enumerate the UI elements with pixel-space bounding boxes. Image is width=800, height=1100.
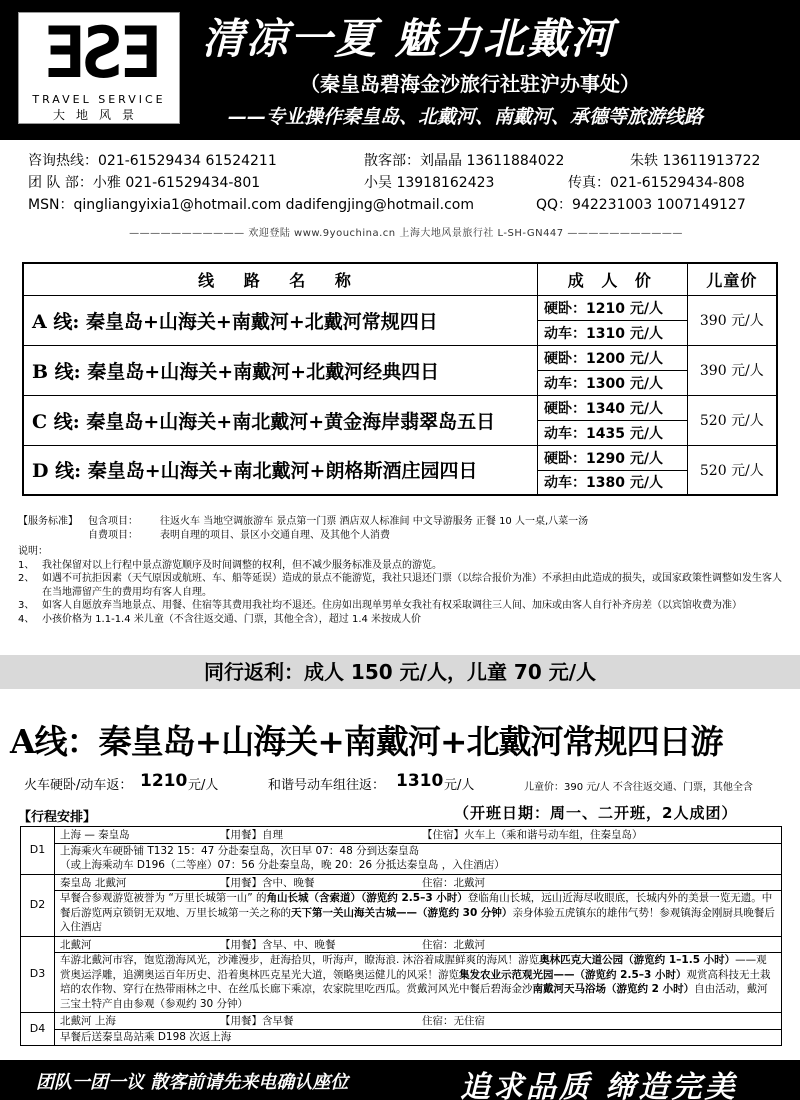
day-route: 北戴河 [60, 938, 92, 951]
day-detail: （或上海乘动车 D196（二等座）07：56 分赴秦皇岛，晚 20：26 分抵达秦皇岛 ，入住酒店） [60, 859, 505, 871]
company-logo [18, 12, 180, 124]
note-number: 1、 [18, 559, 35, 571]
day-meals: 【用餐】含早、中、晚餐 [220, 938, 336, 951]
itinerary-heading: 【行程安排】 [18, 810, 97, 825]
table-row [23, 395, 777, 420]
emu-fare-unit: 元/人 [444, 778, 475, 793]
note-item [18, 559, 788, 573]
day-route: 上海 — 秦皇岛 [60, 829, 130, 841]
header-banner [0, 0, 800, 140]
highlight: 角山长城（含索道）（游览约 2.5–3 小时） [266, 892, 468, 904]
day-route: 北戴河 上海 [60, 1015, 116, 1027]
hard-fare-unit: 元/人 [188, 778, 219, 793]
table-row [23, 345, 777, 370]
header-adult: 成 人 价 [538, 263, 688, 295]
day-stay: 住宿：北戴河 [422, 938, 485, 951]
rebate-banner: 同行返利：成人 150 元/人，儿童 70 元/人 [0, 655, 800, 689]
footer-banner [0, 1060, 800, 1100]
self-pay-label: 自费项目： [88, 530, 138, 541]
route-name: B 线: 秦皇岛+山海关+南戴河+北戴河经典四日 [23, 345, 538, 395]
route-a-title: A线：秦皇岛+山海关+南戴河+北戴河常规四日游 [10, 722, 723, 761]
day-detail: 早餐后送秦皇岛站乘 D198 次返上海 [60, 1030, 232, 1043]
highlight: 集发农业示范观光园——（游览约 2.5–3 小时） [459, 968, 687, 981]
table-row [21, 874, 782, 936]
emu-price: 动车：1300 元/人 [538, 370, 688, 395]
child-price: 520 元/人 [687, 445, 777, 495]
note-text: 我社保留对以上行程中景点游览顺序及时间调整的权利，但不减少服务标准及景点的游览。 [42, 559, 442, 571]
retail-dept: 散客部：刘晶晶 13611884022 [364, 153, 565, 169]
day-label: D4 [21, 1013, 55, 1046]
agency-name: （秦皇岛碧海金沙旅行社驻沪办事处） [300, 72, 640, 96]
child-price: 390 元/人 [687, 345, 777, 395]
day-meals: 【用餐】含早餐 [220, 1015, 294, 1027]
fax: 传真：021-61529434-808 [568, 175, 745, 191]
day-route: 秦皇岛 北戴河 [60, 876, 127, 889]
hard-sleeper-price: 硬卧：1210 元/人 [538, 295, 688, 320]
hard-sleeper-price: 硬卧：1290 元/人 [538, 445, 688, 470]
route-name: D 线: 秦皇岛+山海关+南北戴河+朗格斯酒庄园四日 [23, 445, 538, 495]
note-number: 4、 [18, 613, 35, 625]
emu-price: 动车：1310 元/人 [538, 320, 688, 345]
contact-zhu: 朱轶 13611913722 [630, 153, 761, 169]
service-label: 【服务标准】 [18, 516, 78, 527]
table-row [23, 295, 777, 320]
table-row [21, 936, 782, 1013]
day-detail: 上海乘火车硬卧铺 T132 15：47 分赴秦皇岛，次日早 07：48 分到达秦皇岛 [60, 844, 420, 857]
logo-mark: ƎƧƎ [42, 12, 158, 94]
logo-subtitle: TRAVEL SERVICE [32, 93, 166, 106]
table-row [21, 1013, 782, 1046]
service-notes [18, 515, 788, 626]
footer-slogan: 追求品质 缔造完美 [460, 1070, 738, 1100]
emu-price: 动车：1435 元/人 [538, 420, 688, 445]
specialty-tagline: ——专业操作秦皇岛、北戴河、南戴河、承德等旅游线路 [228, 106, 704, 128]
table-row [23, 445, 777, 470]
note-item [18, 599, 788, 613]
slogan-title: 清凉一夏 魅力北戴河 [202, 14, 615, 63]
day-label: D1 [21, 827, 55, 875]
included-items: 往返火车 当地空调旅游车 景点第一门票 酒店双人标准间 中文导游服务 正餐 10 人一桌,八菜一汤 [160, 516, 589, 527]
price-table-header [23, 263, 777, 295]
note-item [18, 613, 788, 627]
note-text: 如遇不可抗拒因素（天气原因或航班、车、船等延误）造成的景点不能游览，我社只退还门票（以综合报价为准）不承担由此造成的损失，或国家政策性调整如发生客人在当地滞留产生的费用均有客人自理。 [42, 573, 782, 598]
day-stay: 住宿：无住宿 [422, 1015, 485, 1027]
hard-sleeper-price: 硬卧：1340 元/人 [538, 395, 688, 420]
header-child: 儿童价 [687, 263, 777, 295]
emu-price: 动车：1380 元/人 [538, 470, 688, 495]
highlight: 奥林匹克大道公园（游览约 1–1.5 小时） [539, 954, 736, 966]
footer-left-text: 团队一团一议 散客前请先来电确认座位 [36, 1072, 349, 1093]
hard-sleeper-price: 硬卧：1200 元/人 [538, 345, 688, 370]
msn-email: MSN：qingliangyixia1@hotmail.com dadifengjing@hotmail.com [28, 197, 475, 213]
day-stay: 【住宿】火车上（乘和谐号动车组，住秦皇岛） [422, 829, 643, 841]
note-item [18, 572, 788, 599]
table-row [21, 827, 782, 875]
itinerary-table [20, 826, 782, 1046]
schedule-note: （开班日期：周一、二开班，2人成团） [454, 804, 738, 822]
price-table [22, 262, 778, 496]
emu-fare-label: 和谐号动车组往返： [268, 778, 386, 793]
included-label: 包含项目： [88, 516, 138, 527]
child-price: 520 元/人 [687, 395, 777, 445]
day-meals: 【用餐】含中、晚餐 [220, 876, 315, 889]
day-label: D3 [21, 936, 55, 1013]
welcome-banner: ——————————— 欢迎登陆 www.9youchina.cn 上海大地风景旅行社 L-SH-GN447 ——————————— [129, 228, 683, 239]
logo-chinese-name: 大地风景 [52, 108, 145, 122]
qq-numbers: QQ：942231003 1007149127 [536, 197, 746, 213]
highlight: 天下第一关山海关古城——（游览约 30 分钟） [291, 906, 513, 919]
contact-info [28, 150, 788, 216]
group-dept: 团 队 部：小雅 021-61529434-801 [28, 175, 261, 191]
header-route: 线 路 名 称 [23, 263, 538, 295]
route-a-fares [24, 771, 784, 796]
child-fare-note: 儿童价：390 元/人 不含往返交通、门票，其他全含 [524, 782, 753, 793]
contact-wu: 小吴 13918162423 [364, 175, 495, 191]
explain-label: 说明： [18, 546, 48, 557]
route-name: A 线: 秦皇岛+山海关+南戴河+北戴河常规四日 [23, 295, 538, 345]
child-price: 390 元/人 [687, 295, 777, 345]
day-label: D2 [21, 874, 55, 936]
day-detail: 车游北戴河市容，饱览渤海风光，沙滩漫步，赶海拾贝，听海声，瞭海浪. 沐浴着咸腥鲜爽的海风！游览奥林匹克大道公园（游览约 1–1.5 小时）——观赏奥运浮雕，追溯奥运百年历史、沿着奥林匹克星光大道，领略奥运健儿的风采！游览集发农业示范观光园——（游览约 2.5–3 小时）观赏高科技无土栽培的农作物、穿行在热带雨林之中、在丝瓜长廊下乘凉，农家院里吃西瓜。赏戴河风光中餐后碧海金沙南戴河天马浴场（游览约 2 小时）自由活动，戴河三宝土特产自由参观（参观约 30 分钟） [55, 952, 781, 1011]
note-text: 小孩价格为 1.1-1.4 米儿童（不含往返交通、门票，其他全含），超过 1.4 米按成人价 [42, 613, 422, 625]
note-text: 如客人自愿放弃当地景点、用餐、住宿等其费用我社均不退还。住房如出现单男单女我社有权采取调往三人间、加床或由客人自行补齐房差（以宾馆收费为准） [42, 600, 742, 611]
self-pay-items: 表明自理的项目、景区小交通自理、及其他个人消费 [160, 530, 390, 541]
hotline: 咨询热线：021-61529434 61524211 [28, 153, 277, 169]
note-number: 3、 [18, 600, 35, 611]
hard-fare-price: 1210 [140, 771, 188, 791]
day-detail: 早餐合参观游览被誉为 “万里长城第一山” 的角山长城（含索道）（游览约 2.5–3 小时）登临角山长城，远山近海尽收眼底，长城内外的美景一览无遗。中餐后游览两京锁钥无双地、万里长城第一关之称的天下第一关山海关古城——（游览约 30 分钟）亲身体验五虎镇东的雄伟气势！参观镇海金刚厨具晚餐后入住酒店 [55, 890, 781, 935]
emu-fare-price: 1310 [396, 771, 444, 791]
hard-fare-label: 火车硬卧/动车返： [24, 778, 133, 793]
day-stay: 住宿：北戴河 [422, 876, 485, 889]
highlight: 南戴河天马浴场（游览约 2 小时） [532, 983, 695, 995]
route-name: C 线: 秦皇岛+山海关+南北戴河+黄金海岸翡翠岛五日 [23, 395, 538, 445]
day-meals: 【用餐】自理 [220, 829, 283, 841]
note-number: 2、 [18, 573, 35, 584]
